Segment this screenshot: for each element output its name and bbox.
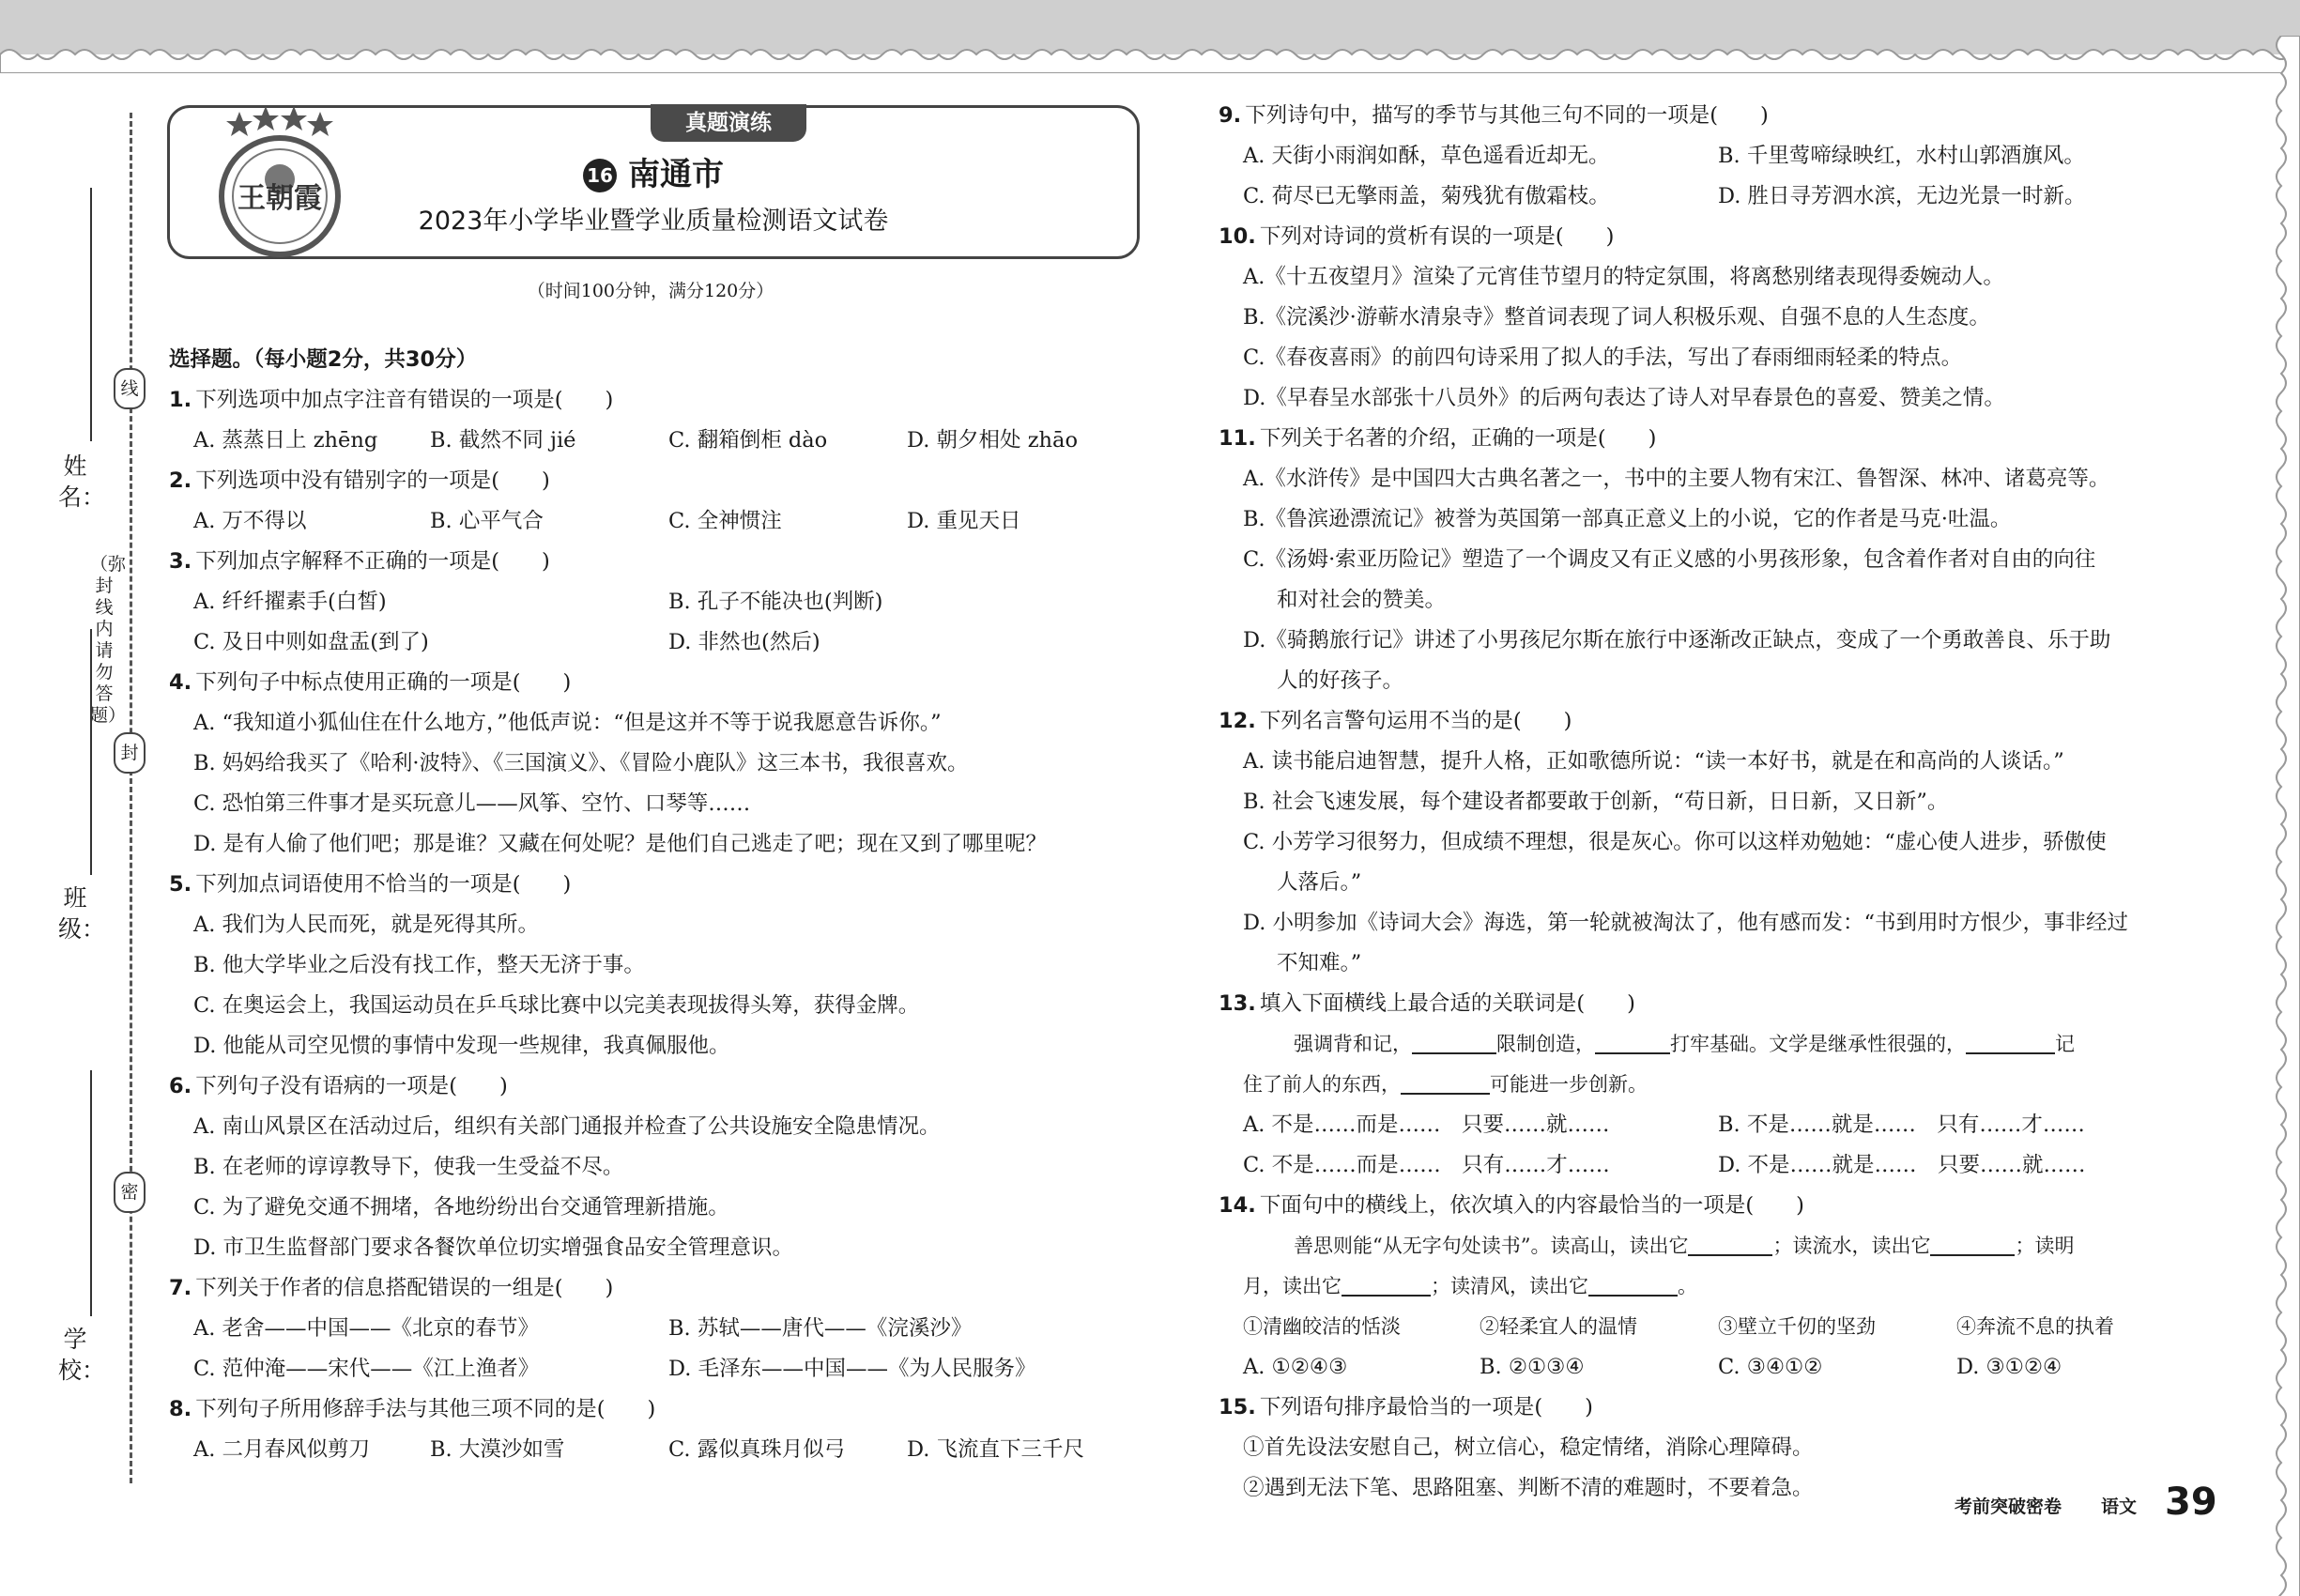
option-c[interactable]: C. 小芳学习很努力，但成绩不理想，很是灰心。你可以这样劝勉她：“虚心使人进步，骄傲使: [1243, 830, 2107, 854]
name-label: 姓名：: [58, 453, 106, 511]
answer-blank[interactable]: [1930, 1228, 2015, 1256]
option-continuation: 不知难。”: [1277, 951, 1362, 975]
question-number: 10.: [1219, 224, 1256, 249]
option-c[interactable]: C. 荷尽已无擎雨盖，菊残犹有傲霜枝。: [1243, 184, 1610, 208]
option-d[interactable]: D. 非然也(然后): [668, 630, 820, 654]
question-number: 4.: [169, 670, 192, 695]
option-row: [169, 622, 1141, 663]
option-d[interactable]: D. ③①②④: [1956, 1355, 2062, 1379]
passage-text: ；读流水，读出它: [1772, 1235, 1931, 1257]
option-row: [169, 1309, 1141, 1349]
option-d[interactable]: D. 小明参加《诗词大会》海选，第一轮就被淘汰了，他有感而发：“书到用时方恨少，事非经过: [1243, 911, 2129, 935]
exam-title: 2023年小学毕业暨学业质量检测语文试卷: [418, 207, 889, 236]
option-a[interactable]: A. 蒸蒸日上 zhēng: [193, 428, 378, 453]
option-a[interactable]: A. 我们为人民而死，就是死得其所。: [193, 913, 540, 937]
option-row: [169, 501, 1141, 542]
seal-logo-text: 王朝霞: [238, 182, 322, 215]
passage-text: 可能进一步创新。: [1490, 1073, 1648, 1096]
answer-blank[interactable]: [1966, 1026, 2055, 1054]
question-text: 下列选项中没有错别字的一项是( ): [195, 468, 550, 493]
passage-text: ；读清风，读出它: [1431, 1275, 1588, 1297]
question-stem: [169, 380, 1141, 421]
wavy-top-edge: [0, 36, 2300, 73]
phrase-1: ①清幽皎洁的恬淡: [1243, 1315, 1401, 1338]
question-number: 2.: [169, 468, 192, 493]
question-text: 下列选项中加点字注音有错误的一项是( ): [195, 388, 614, 412]
city-name: 南通市: [628, 156, 724, 193]
passage-text: 住了前人的东西，: [1243, 1073, 1401, 1096]
question-number: 1.: [169, 388, 192, 412]
question-number: 6.: [169, 1074, 192, 1098]
option-row: [1219, 1145, 2195, 1186]
option-c[interactable]: C. 恐怕第三件事才是买玩意儿——风筝、空竹、口琴等……: [193, 791, 751, 816]
option-c[interactable]: C. 及日中则如盘盂(到了): [193, 630, 429, 654]
option-c[interactable]: C.《汤姆·索亚历险记》塑造了一个调皮又有正义感的小男孩形象，包含着作者对自由的向往: [1243, 547, 2096, 572]
passage-line: [1219, 1065, 2195, 1105]
question-stem: [169, 663, 1141, 703]
option-b[interactable]: B. 孔子不能决也(判断): [668, 590, 883, 614]
option-b[interactable]: B. 截然不同 jié: [430, 428, 576, 453]
answer-blank[interactable]: [1595, 1026, 1670, 1054]
exam-city: [170, 155, 1137, 194]
question-number: 8.: [169, 1397, 192, 1421]
passage-text: 月，读出它: [1243, 1275, 1342, 1297]
class-field[interactable]: [90, 629, 92, 875]
question-stem: [1219, 217, 2195, 257]
passage-text: 限制创造，: [1496, 1033, 1595, 1055]
option-b[interactable]: B. 苏轼——唐代——《浣溪沙》: [668, 1316, 973, 1341]
question-stem: [1219, 96, 2195, 136]
phrase-options: [1219, 1307, 2195, 1347]
option-d[interactable]: D. 毛泽东——中国——《为人民服务》: [668, 1357, 1036, 1381]
option-c[interactable]: C. 不是……而是…… 只有……才……: [1243, 1153, 1610, 1177]
option-a[interactable]: A. 南山风景区在活动过后，组织有关部门通报并检查了公共设施安全隐患情况。: [193, 1114, 941, 1139]
class-label: 班级：: [58, 884, 106, 943]
question-text: 下列诗句中，描写的季节与其他三句不同的一项是( ): [1245, 103, 1769, 128]
seal-note: （弥封线内请勿答题）: [90, 554, 127, 726]
question-number: 13.: [1219, 991, 1256, 1016]
option-b[interactable]: B. 在老师的谆谆教导下，使我一生受益不尽。: [193, 1155, 624, 1179]
phrase-4: ④奔流不息的执着: [1956, 1315, 2114, 1338]
option-d[interactable]: D. 是有人偷了他们吧；那是谁？又藏在何处呢？是他们自己逃走了吧；现在又到了哪里呢？: [193, 832, 1048, 856]
question-number: 12.: [1219, 709, 1256, 733]
question-number: 9.: [1219, 103, 1242, 128]
option-b[interactable]: B. 千里莺啼绿映红，水村山郭酒旗风。: [1718, 144, 2085, 168]
option-d[interactable]: D. 飞流直下三千尺: [907, 1437, 1085, 1462]
question-text: 下列关于名著的介绍，正确的一项是( ): [1259, 426, 1657, 451]
passage-text: ；读明: [2015, 1235, 2075, 1257]
passage-line: [1219, 1226, 2195, 1266]
option-d[interactable]: D. 不是……就是…… 只要……就……: [1718, 1153, 2086, 1177]
option-d[interactable]: D. 胜日寻芳泗水滨，无边光景一时新。: [1718, 184, 2086, 208]
option-row: [169, 582, 1141, 622]
question-number: 5.: [169, 872, 192, 897]
option-b[interactable]: B. 不是……就是…… 只有……才……: [1718, 1113, 2085, 1137]
page-number: 39: [2165, 1481, 2217, 1524]
option-d[interactable]: D. 市卫生监督部门要求各餐饮单位切实增强食品安全管理意识。: [193, 1235, 794, 1260]
option-c[interactable]: C. 翻箱倒柜 dào: [668, 428, 828, 453]
option-d[interactable]: D. 他能从司空见惯的事情中发现一些规律，我真佩服他。: [193, 1034, 730, 1058]
option-b[interactable]: B. ②①③④: [1480, 1355, 1585, 1379]
passage-line: [1219, 1024, 2195, 1065]
left-column: [169, 340, 1141, 1470]
seal-mark-seal: 封: [114, 732, 146, 774]
option-b[interactable]: B. 社会飞速发展，每个建设者都要敢于创新，“苟日新，日日新，又日新”。: [1243, 790, 1949, 814]
option-a[interactable]: A.《十五夜望月》渲染了元宵佳节望月的特定氛围，将离愁别绪表现得委婉动人。: [1243, 265, 2004, 289]
option-a[interactable]: A. 天街小雨润如酥，草色遥看近却无。: [1243, 144, 1610, 168]
option-a[interactable]: A. 不是……而是…… 只要……就……: [1243, 1113, 1610, 1137]
page-footer: [1943, 1480, 2216, 1527]
passage-text: 打牢基础。文学是继承性很强的，: [1670, 1033, 1966, 1055]
question-stem: [169, 542, 1141, 582]
option-c[interactable]: C.《春夜喜雨》的前四句诗采用了拟人的手法，写出了春雨细雨轻柔的特点。: [1243, 345, 1963, 370]
option-a[interactable]: A. ①②④③: [1243, 1355, 1348, 1379]
option-b[interactable]: B. 心平气合: [430, 509, 544, 533]
question-stem: [1219, 419, 2195, 459]
option-c[interactable]: C. 为了避免交通不拥堵，各地纷纷出台交通管理新措施。: [193, 1195, 729, 1220]
answer-blank[interactable]: [1342, 1268, 1431, 1297]
exam-time-info: （时间100分钟，满分120分）: [527, 281, 774, 301]
question-text: 下列句子所用修辞手法与其他三项不同的是( ): [195, 1397, 656, 1421]
question-stem: [169, 1067, 1141, 1107]
wavy-right-edge: [2262, 36, 2300, 1596]
seal-mark-line: 线: [114, 368, 146, 409]
question-text: 下列关于作者的信息搭配错误的一组是( ): [195, 1276, 614, 1300]
question-text: 下列句子没有语病的一项是( ): [195, 1074, 508, 1098]
question-text: 填入下面横线上最合适的关联词是( ): [1259, 991, 1635, 1016]
statement-2: ②遇到无法下笔、思路阻塞、判断不清的难题时，不要着急。: [1243, 1476, 1814, 1500]
school-label: 学校：: [58, 1326, 106, 1384]
phrase-3: ③壁立千仞的坚劲: [1718, 1315, 1876, 1338]
option-row: [1219, 1347, 2195, 1388]
option-row: [1219, 176, 2195, 217]
option-a[interactable]: A. 纤纤擢素手(白皙): [193, 590, 387, 614]
name-field[interactable]: [90, 188, 92, 441]
option-c[interactable]: C. 在奥运会上，我国运动员在乒乓球比赛中以完美表现拔得头筹，获得金牌。: [193, 993, 920, 1018]
answer-blank[interactable]: [1412, 1026, 1496, 1054]
section-tag: 真题演练: [651, 104, 806, 142]
option-b[interactable]: B.《浣溪沙·游蕲水清泉寺》整首词表现了词人积极乐观、自强不息的人生态度。: [1243, 305, 1990, 330]
exam-number-badge: 16: [583, 159, 617, 192]
section-heading: 选择题。（每小题2分，共30分）: [169, 347, 478, 372]
question-text: 下列名言警句运用不当的是( ): [1259, 709, 1572, 733]
answer-blank[interactable]: [1688, 1228, 1772, 1256]
question-number: 14.: [1219, 1193, 1256, 1218]
option-c[interactable]: C. 全神惯注: [668, 509, 782, 533]
option-c[interactable]: C. ③④①②: [1718, 1355, 1823, 1379]
question-number: 7.: [169, 1276, 192, 1300]
question-text: 下列语句排序最恰当的一项是( ): [1259, 1395, 1593, 1420]
question-text: 下列句子中标点使用正确的一项是( ): [195, 670, 572, 695]
option-d[interactable]: D. 朝夕相处 zhāo: [907, 428, 1078, 453]
series-name: 考前突破密卷: [1955, 1496, 2062, 1517]
right-column: [1219, 96, 2195, 1509]
statement-1: ①首先设法安慰自己，树立信心，稳定情绪，消除心理障碍。: [1243, 1435, 1814, 1460]
answer-blank[interactable]: [1588, 1268, 1678, 1297]
question-number: 11.: [1219, 426, 1256, 451]
option-b[interactable]: B.《鲁滨逊漂流记》被誉为英国第一部真正意义上的小说，它的作者是马克·吐温。: [1243, 507, 2012, 531]
option-continuation: 人落后。”: [1277, 870, 1362, 895]
option-a[interactable]: A. 读书能启迪智慧，提升人格，正如歌德所说：“读一本好书，就是在和高尚的人谈话。”: [1243, 749, 2064, 774]
passage-text: 善思则能“从无字句处读书”。读高山，读出它: [1294, 1235, 1689, 1257]
subject-name: 语文: [2101, 1496, 2138, 1517]
option-d[interactable]: D.《早春呈水部张十八员外》的后两句表达了诗人对早春景色的喜爱、赞美之情。: [1243, 386, 2005, 410]
option-a[interactable]: A. 二月春风似剪刀: [193, 1437, 371, 1462]
option-continuation: 人的好孩子。: [1277, 668, 1404, 693]
option-a[interactable]: A. “我知道小狐仙住在什么地方，”他低声说：“但是这并不等于说我愿意告诉你。”: [193, 711, 942, 735]
question-stem: [169, 461, 1141, 501]
question-stem: [1219, 1388, 2195, 1428]
question-text: 下列加点字解释不正确的一项是( ): [195, 549, 550, 574]
passage-text: 。: [1678, 1275, 1697, 1297]
option-c[interactable]: C. 范仲淹——宋代——《江上渔者》: [193, 1357, 540, 1381]
option-row: [169, 1349, 1141, 1389]
option-row: [1219, 1105, 2195, 1145]
option-c[interactable]: C. 露似真珠月似弓: [668, 1437, 846, 1462]
option-a[interactable]: A. 老舍——中国——《北京的春节》: [193, 1316, 540, 1341]
option-row: [1219, 136, 2195, 176]
question-text: 下列加点词语使用不恰当的一项是( ): [195, 872, 572, 897]
seal-mark-close: 密: [114, 1172, 146, 1213]
question-stem: [1219, 701, 2195, 742]
option-row: [169, 421, 1141, 461]
option-b[interactable]: B. 大漠沙如雪: [430, 1437, 565, 1462]
option-continuation: 和对社会的赞美。: [1277, 588, 1447, 612]
option-b[interactable]: B. 他大学毕业之后没有找工作，整天无济于事。: [193, 953, 645, 977]
question-stem: [169, 1389, 1141, 1430]
passage-line: [1219, 1266, 2195, 1307]
question-text: 下面句中的横线上，依次填入的内容最恰当的一项是( ): [1259, 1193, 1804, 1218]
option-d[interactable]: D. 重见天日: [907, 509, 1021, 533]
question-text: 下列对诗词的赏析有误的一项是( ): [1259, 224, 1615, 249]
answer-blank[interactable]: [1401, 1067, 1490, 1095]
option-a[interactable]: A. 万不得以: [193, 509, 307, 533]
option-d[interactable]: D.《骑鹅旅行记》讲述了小男孩尼尔斯在旅行中逐渐改正缺点，变成了一个勇敢善良、乐于助: [1243, 628, 2111, 652]
question-number: 3.: [169, 549, 192, 574]
passage-text: 记: [2055, 1033, 2075, 1055]
question-stem: [169, 1268, 1141, 1309]
phrase-2: ②轻柔宜人的温情: [1480, 1315, 1637, 1338]
question-stem: [169, 865, 1141, 905]
option-b[interactable]: B. 妈妈给我买了《哈利·波特》、《三国演义》、《冒险小鹿队》这三本书，我很喜欢。: [193, 751, 969, 775]
question-number: 15.: [1219, 1395, 1256, 1420]
question-stem: [1219, 984, 2195, 1024]
seal-dashed-line: [130, 113, 132, 1483]
question-stem: [1219, 1186, 2195, 1226]
passage-text: 强调背和记，: [1294, 1033, 1412, 1055]
option-row: [169, 1430, 1141, 1470]
option-a[interactable]: A.《水浒传》是中国四大古典名著之一，书中的主要人物有宋江、鲁智深、林冲、诸葛亮等。: [1243, 467, 2110, 491]
exam-header: [167, 105, 1140, 259]
school-field[interactable]: [90, 1070, 92, 1316]
